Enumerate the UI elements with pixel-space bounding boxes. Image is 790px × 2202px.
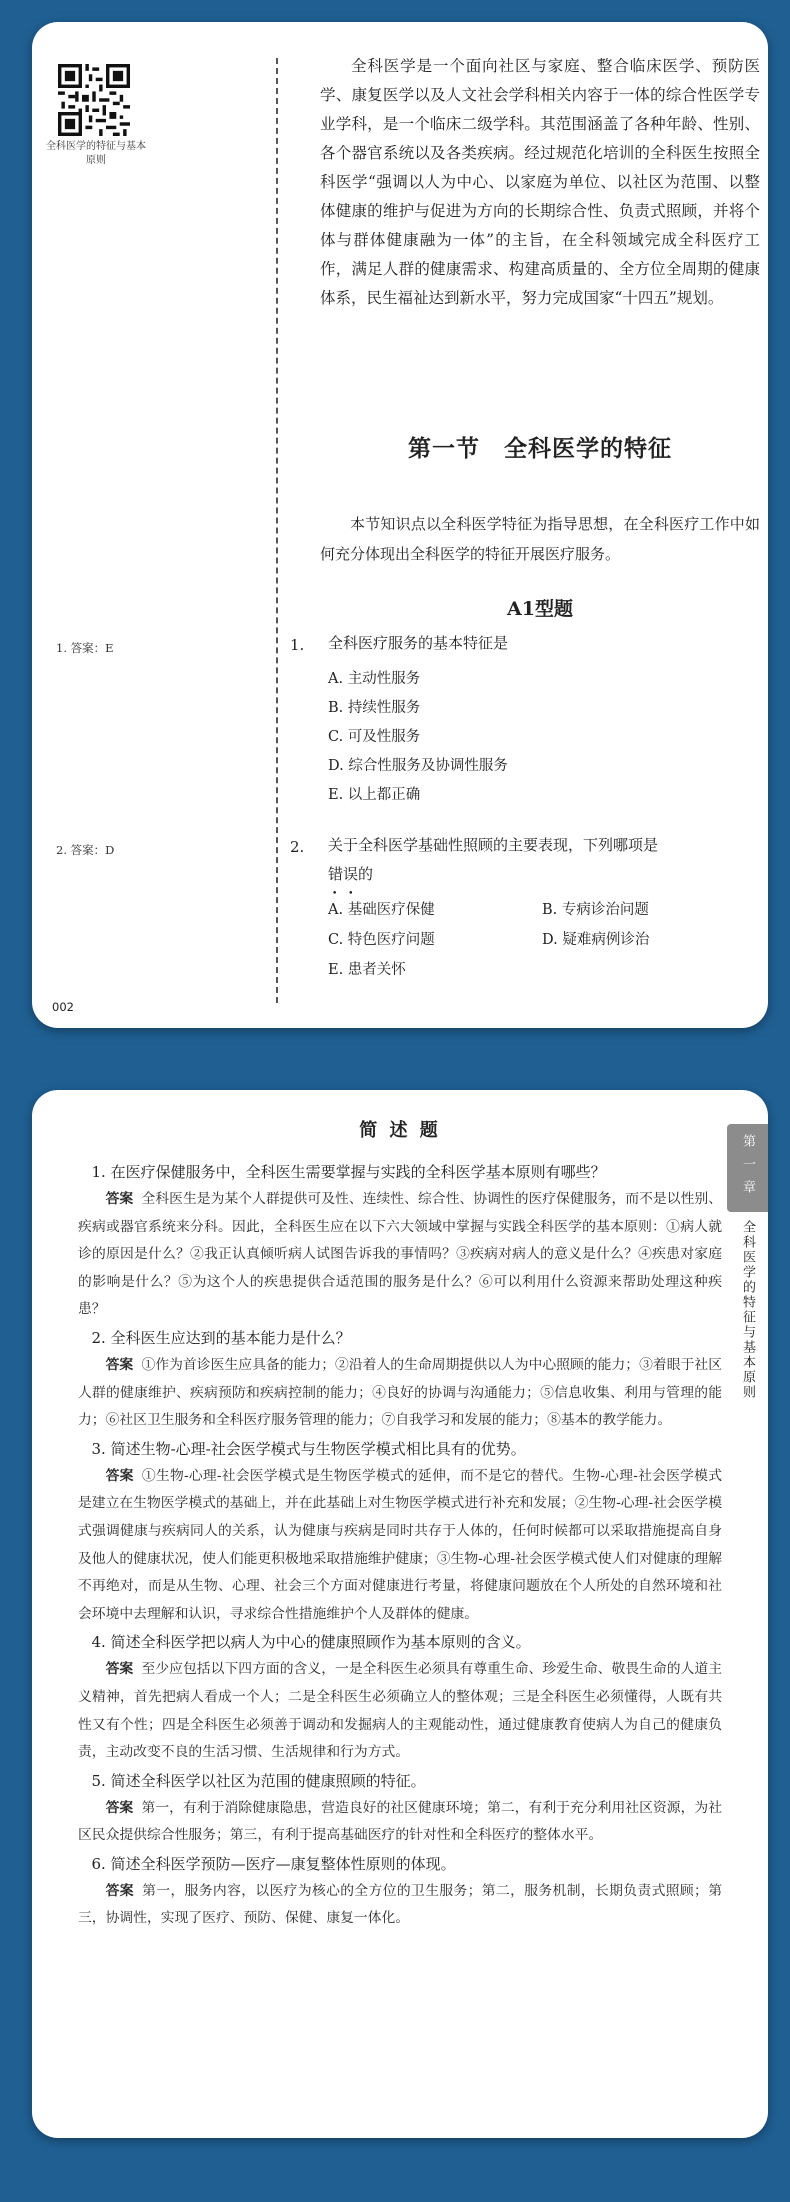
book-page-short-answers [32, 1090, 768, 2138]
answer-label: 答案 [105, 1882, 134, 1899]
option-c: C. 可及性服务 [328, 729, 421, 745]
option-b: B. 专病诊治问题 [542, 902, 649, 918]
option-a: A. 基础医疗保健 [328, 902, 435, 918]
answer-label: 答案 [105, 1191, 134, 1207]
answer-text [78, 1656, 722, 1766]
question-number: 1. [290, 636, 305, 654]
question-stem: 全科医疗服务的基本特征是 [328, 634, 509, 652]
answer-body: 全科医生是为某个人群提供可及性、连续性、综合性、协调性的医疗保健服务，而不是以性别、疾病或器官系统来分科。因此，全科医生应在以下六大领域中掌握与实践全科医学的基本原则：①病人就诊的原因是什么？②我正认真倾听病人试图告诉我的事情吗？③疾病对病人的意义是什么？④疾患对家庭的影响是什么？⑤为这个人的疾患提供合适范围的服务是什么？⑥可以利用什么资源来帮助处理这种疾患？ [78, 1191, 723, 1318]
chapter-side-title: 全科医学的特征与基本原则 [740, 1220, 755, 1400]
question-text: 4. 简述全科医学把以病人为中心的健康照顾作为基本原则的含义。 [91, 1633, 531, 1652]
page-number: 002 [52, 1000, 74, 1014]
answer-note-q1: 1. 答案：E [56, 641, 114, 655]
page-title: 简 述 题 [359, 1120, 441, 1141]
emphasis-mark: 错误 • • [328, 860, 358, 889]
answer-text [78, 1352, 722, 1435]
section-intro: 本节知识点以全科医学特征为指导思想，在全科医疗工作中如何充分体现出全科医学的特征开展医疗服务。 [320, 515, 760, 563]
book-page-002 [32, 22, 768, 1028]
answer-body: ①生物-心理-社会医学模式是生物医学模式的延伸，而不是它的替代。生物-心理-社会医学模式是建立在生物医学模式的基础上，并在此基础上对生物医学模式进行补充和发展；②生物-心理-社会医学模式强调健康与疾病同人的关系，认为健康与疾病是同时共存于人体的，任何时候都可以采取措施提高自身及他人的健康状况，使人们能更积极地采取措施维护健康；③生物-心理-社会医学模式使人们对健康的理解不再绝对，而是从生物、心理、社会三个方面对健康进行考量，将健康问题放在个人所处的自然环境和社会环境中去理解和认识，寻求综合性措施维护个人及群体的健康。 [78, 1467, 722, 1622]
answer-note-q2: 2. 答案：D [56, 843, 115, 857]
option-d: D. 综合性服务及协调性服务 [328, 758, 508, 774]
stem-text: 的 [358, 865, 374, 883]
answer-text [78, 1463, 722, 1629]
question-text: 5. 简述全科医学以社区为范围的健康照顾的特征。 [91, 1771, 426, 1790]
stem-text: 关于全科医学基础性照顾的主要表现，下列哪项是 [328, 836, 659, 854]
answer-text [78, 1878, 722, 1933]
answer-text [78, 1795, 722, 1850]
column-divider [276, 58, 278, 1003]
answer-label: 答案 [105, 1467, 134, 1484]
answer-label: 答案 [105, 1661, 134, 1678]
option-e: E. 以上都正确 [328, 787, 421, 803]
short-answer-list [78, 1158, 722, 1933]
option-a: A. 主动性服务 [328, 671, 421, 687]
question-type-title: A1型题 [507, 598, 573, 620]
qr-caption: 全科医学的特征与基本原则 [46, 141, 146, 166]
question-text: 1. 在医疗保健服务中，全科医生需要掌握与实践的全科医学基本原则有哪些？ [91, 1163, 606, 1181]
section-title: 第一节 全科医学的特征 [408, 435, 672, 462]
question-text: 6. 简述全科医学预防—医疗—康复整体性原则的体现。 [91, 1854, 456, 1873]
qr-code-icon[interactable] [58, 64, 130, 136]
option-d: D. 疑难病例诊治 [542, 932, 650, 948]
answer-label: 答案 [105, 1356, 134, 1373]
question-text: 2. 全科医生应达到的基本能力是什么？ [91, 1328, 351, 1347]
chapter-tab: 第一章 [727, 1124, 768, 1212]
intro-paragraph: 全科医学是一个面向社区与家庭、整合临床医学、预防医学、康复医学以及人文社会学科相关内容于一体的综合性医学专业学科，是一个临床二级学科。其范围涵盖了各种年龄、性别、各个器官系统以及各类疾病。经过规范化培训的全科医生按照全科医学“强调以人为中心、以家庭为单位、以社区为范围、以整体健康的维护与促进为方向的长期综合性、负责式照顾，并将个体与群体健康融为一体”的主旨，在全科领域完成全科医疗工作，满足人群的健康需求、构建高质量的、全方位全周期的健康体系，民生福祉达到新水平，努力完成国家“十四五”规划。 [320, 57, 760, 307]
answer-body: 第一，有利于消除健康隐患，营造良好的社区健康环境；第二，有利于充分利用社区资源，为社区民众提供综合性服务；第三，有利于提高基础医疗的针对性和全科医疗的整体水平。 [78, 1799, 723, 1844]
answer-body: 第一，服务内容，以医疗为核心的全方位的卫生服务；第二，服务机制，长期负责式照顾；第三，协调性，实现了医疗、预防、保健、康复一体化。 [78, 1882, 723, 1927]
answer-body: 至少应包括以下四方面的含义，一是全科医生必须具有尊重生命、珍爱生命、敬畏生命的人道主义精神，首先把病人看成一个人；二是全科医生必须确立人的整体观；三是全科医生必须懂得，人既有共性又有个性；四是全科医生必须善于调动和发掘病人的主观能动性，通过健康教育使病人为自己的健康负责，主动改变不良的生活习惯、生活规律和行为方式。 [78, 1661, 723, 1761]
option-c: C. 特色医疗问题 [328, 932, 435, 948]
option-b: B. 持续性服务 [328, 700, 421, 716]
answer-text [78, 1186, 722, 1324]
answer-label: 答案 [105, 1799, 134, 1816]
answer-body: ①作为首诊医生应具备的能力；②沿着人的生命周期提供以人为中心照顾的能力；③着眼于社区人群的健康维护、疾病预防和疾病控制的能力；④良好的协调与沟通能力；⑤信息收集、利用与管理的能力；⑥社区卫生服务和全科医疗服务管理的能力；⑦自我学习和发展的能力；⑧基本的教学能力。 [78, 1356, 723, 1429]
question-stem [328, 831, 760, 889]
question-text: 3. 简述生物-心理-社会医学模式与生物医学模式相比具有的优势。 [91, 1439, 526, 1458]
question-number: 2. [290, 838, 305, 856]
option-e: E. 患者关怀 [328, 962, 406, 978]
